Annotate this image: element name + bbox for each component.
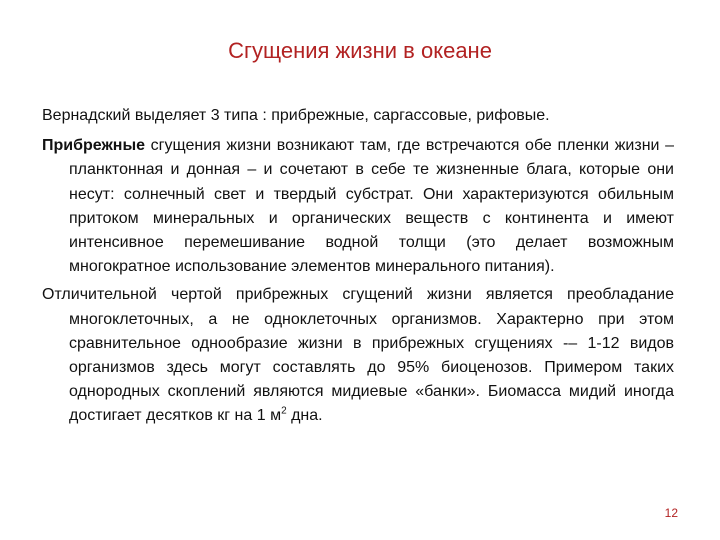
paragraph-coastal (42, 134, 674, 279)
term-coastal: Прибрежные (42, 137, 146, 155)
slide-title: Сгущения жизни в океане (228, 38, 492, 63)
paragraph-types (42, 104, 674, 128)
paragraph-types-text: Вернадский выделяет 3 типа : прибрежные, саргассовые, рифовые. (42, 107, 550, 124)
paragraph-coastal-text: сгущения жизни возникают там, где встречаются обе пленки жизни – планктонная и донная – и сочетают в себе те жизненные блага, которые они несут: солнечный свет и твердый субстрат. Они характеризуются обильным притоком минеральных и органических веществ с континента и имеют интенсивное перемешивание водной толщи (это делает возможным многократное использование элементов минерального питания). (69, 137, 674, 276)
slide-body (42, 104, 674, 433)
superscript-two: 2 (281, 406, 287, 418)
page-number: 12 (664, 506, 678, 520)
paragraph-distinctive-text: Отличительной чертой прибрежных сгущений жизни является преобладание многоклеточных, а не одноклеточных организмов. Характерно при этом сравнительное однообразие жизни в прибрежных сгущениях -– 1-12 видов организмов здесь могут составлять до 95% биоценозов. Примером таких однородных скоплений являются мидиевые «банки». Биомасса мидий иногда достигает десятков кг на 1 м (42, 286, 674, 425)
paragraph-distinctive (42, 283, 674, 428)
paragraph-distinctive-end: дна. (286, 407, 323, 425)
